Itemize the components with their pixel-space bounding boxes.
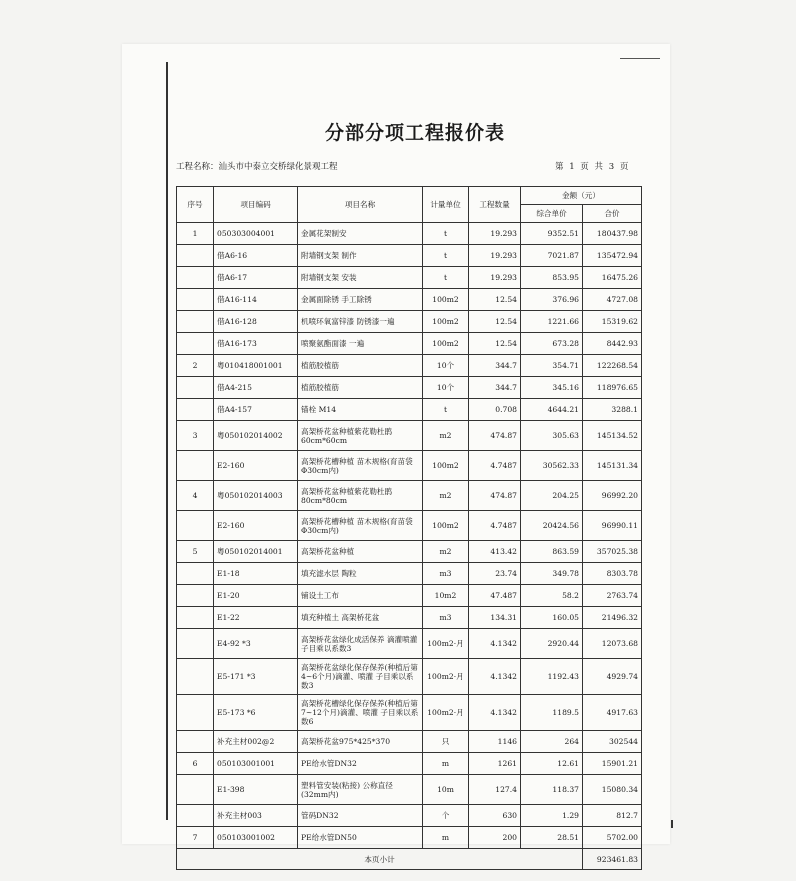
table-row — [177, 267, 642, 289]
row-code: 粤050102014003 — [214, 481, 298, 511]
row-name: 高架桥花盆绿化成活保养 滴灌喷灌 子目乘以系数3 — [298, 629, 423, 659]
row-unit-price: 12.61 — [521, 753, 583, 775]
row-total: 118976.65 — [583, 377, 642, 399]
row-code: 借A6-17 — [214, 267, 298, 289]
row-code: 借A16-128 — [214, 311, 298, 333]
row-unit-price: 354.71 — [521, 355, 583, 377]
table-row — [177, 827, 642, 849]
row-seq — [177, 563, 214, 585]
page-title: 分部分项工程报价表 — [324, 122, 505, 144]
row-name: 铺设土工布 — [298, 585, 423, 607]
row-seq — [177, 775, 214, 805]
row-code: 借A6-16 — [214, 245, 298, 267]
row-qty: 23.74 — [469, 563, 521, 585]
header-seq: 序号 — [177, 187, 214, 223]
row-name: 填充种植土 高架桥花盆 — [298, 607, 423, 629]
row-unit-price: 349.78 — [521, 563, 583, 585]
row-unit: 100m2·月 — [423, 629, 469, 659]
row-total: 96990.11 — [583, 511, 642, 541]
row-seq — [177, 333, 214, 355]
row-code: E5-173 *6 — [214, 695, 298, 731]
quote-table — [176, 186, 642, 870]
row-unit-price: 853.95 — [521, 267, 583, 289]
row-name: 金属花架制安 — [298, 223, 423, 245]
row-seq — [177, 245, 214, 267]
corner-mark — [671, 820, 673, 828]
row-qty: 474.87 — [469, 421, 521, 451]
row-unit: t — [423, 267, 469, 289]
row-unit: 10m — [423, 775, 469, 805]
row-total: 4727.08 — [583, 289, 642, 311]
page-number: 第 1 页 共 3 页 — [555, 162, 629, 172]
table-row — [177, 421, 642, 451]
row-total: 4929.74 — [583, 659, 642, 695]
row-total: 8303.78 — [583, 563, 642, 585]
row-total: 15319.62 — [583, 311, 642, 333]
table-row — [177, 333, 642, 355]
row-seq — [177, 377, 214, 399]
row-code: 050303004001 — [214, 223, 298, 245]
row-qty: 344.7 — [469, 355, 521, 377]
row-unit-price: 345.16 — [521, 377, 583, 399]
table-row — [177, 399, 642, 421]
row-code: 粤010418001001 — [214, 355, 298, 377]
row-code: E1-22 — [214, 607, 298, 629]
row-unit-price: 7021.87 — [521, 245, 583, 267]
row-total: 812.7 — [583, 805, 642, 827]
row-seq — [177, 731, 214, 753]
row-name: 植筋胶植筋 — [298, 355, 423, 377]
row-code: E4-92 *3 — [214, 629, 298, 659]
row-code: 借A16-114 — [214, 289, 298, 311]
subtotal-row — [177, 849, 642, 870]
row-qty: 630 — [469, 805, 521, 827]
row-unit: 100m2 — [423, 289, 469, 311]
row-unit: 100m2 — [423, 333, 469, 355]
row-name: 高架桥花槽绿化保存保养(种植后第7~12个月)滴灌、喷灌 子目乘以系数6 — [298, 695, 423, 731]
row-code: 050103001001 — [214, 753, 298, 775]
row-name: 高架桥花盆种植 — [298, 541, 423, 563]
row-unit-price: 264 — [521, 731, 583, 753]
row-code: E1-20 — [214, 585, 298, 607]
row-unit-price: 20424.56 — [521, 511, 583, 541]
row-total: 145131.34 — [583, 451, 642, 481]
row-unit-price: 305.63 — [521, 421, 583, 451]
table-row — [177, 753, 642, 775]
row-total: 122268.54 — [583, 355, 642, 377]
row-unit-price: 9352.51 — [521, 223, 583, 245]
row-unit-price: 28.51 — [521, 827, 583, 849]
row-name: PE给水管DN50 — [298, 827, 423, 849]
header-unit: 计量单位 — [423, 187, 469, 223]
row-name: 植筋胶植筋 — [298, 377, 423, 399]
row-name: 管码DN32 — [298, 805, 423, 827]
row-name: 高架桥花槽种植 苗木规格(育苗袋Φ30cm内) — [298, 511, 423, 541]
row-seq: 5 — [177, 541, 214, 563]
row-qty: 12.54 — [469, 289, 521, 311]
row-unit: t — [423, 223, 469, 245]
row-unit: m — [423, 753, 469, 775]
row-name: 附墙钢支架 安装 — [298, 267, 423, 289]
header-unit-price: 综合单价 — [521, 205, 583, 223]
table-row — [177, 355, 642, 377]
row-qty: 1146 — [469, 731, 521, 753]
row-total: 180437.98 — [583, 223, 642, 245]
row-unit-price: 1221.66 — [521, 311, 583, 333]
row-total: 302544 — [583, 731, 642, 753]
row-unit: t — [423, 399, 469, 421]
table-row — [177, 695, 642, 731]
row-unit: 100m2·月 — [423, 659, 469, 695]
row-total: 3288.1 — [583, 399, 642, 421]
table-row — [177, 311, 642, 333]
row-total: 145134.52 — [583, 421, 642, 451]
row-total: 4917.63 — [583, 695, 642, 731]
row-qty: 344.7 — [469, 377, 521, 399]
row-total: 16475.26 — [583, 267, 642, 289]
row-unit: m2 — [423, 481, 469, 511]
row-unit: 100m2 — [423, 451, 469, 481]
row-name: 锚栓 M14 — [298, 399, 423, 421]
row-qty: 4.7487 — [469, 451, 521, 481]
row-unit: m3 — [423, 563, 469, 585]
row-seq — [177, 629, 214, 659]
row-unit-price: 1192.43 — [521, 659, 583, 695]
row-seq — [177, 311, 214, 333]
row-total: 21496.32 — [583, 607, 642, 629]
row-code: E2-160 — [214, 511, 298, 541]
header-code: 项目编码 — [214, 187, 298, 223]
row-qty: 200 — [469, 827, 521, 849]
table-row — [177, 451, 642, 481]
row-seq — [177, 805, 214, 827]
row-name: 塑料管安装(粘接) 公称直径(32mm内) — [298, 775, 423, 805]
row-code: 借A4-215 — [214, 377, 298, 399]
row-code: 粤050102014002 — [214, 421, 298, 451]
row-unit-price: 4644.21 — [521, 399, 583, 421]
table-row — [177, 659, 642, 695]
row-qty: 19.293 — [469, 267, 521, 289]
row-unit-price: 673.28 — [521, 333, 583, 355]
row-unit-price: 1189.5 — [521, 695, 583, 731]
row-code: E1-398 — [214, 775, 298, 805]
row-qty: 4.1342 — [469, 629, 521, 659]
row-total: 5702.00 — [583, 827, 642, 849]
row-unit: m2 — [423, 421, 469, 451]
subtotal-label: 本页小计 — [177, 849, 583, 870]
row-code: E2-160 — [214, 451, 298, 481]
row-seq: 1 — [177, 223, 214, 245]
row-unit: m — [423, 827, 469, 849]
row-qty: 12.54 — [469, 333, 521, 355]
table-row — [177, 223, 642, 245]
row-code: 粤050102014001 — [214, 541, 298, 563]
row-unit-price: 863.59 — [521, 541, 583, 563]
row-unit-price: 58.2 — [521, 585, 583, 607]
table-row — [177, 607, 642, 629]
row-name: 高架桥花盆975*425*370 — [298, 731, 423, 753]
row-name: 喷聚氨酯面漆 一遍 — [298, 333, 423, 355]
row-unit-price: 204.25 — [521, 481, 583, 511]
row-seq — [177, 399, 214, 421]
row-seq — [177, 695, 214, 731]
row-seq — [177, 267, 214, 289]
header-name: 项目名称 — [298, 187, 423, 223]
row-code: E1-18 — [214, 563, 298, 585]
row-qty: 0.708 — [469, 399, 521, 421]
row-qty: 4.7487 — [469, 511, 521, 541]
row-code: 补充主材002@2 — [214, 731, 298, 753]
table-row — [177, 289, 642, 311]
row-total: 15080.34 — [583, 775, 642, 805]
row-qty: 19.293 — [469, 245, 521, 267]
row-unit-price: 118.37 — [521, 775, 583, 805]
table-row — [177, 511, 642, 541]
row-name: PE给水管DN32 — [298, 753, 423, 775]
row-code: 借A4-157 — [214, 399, 298, 421]
header-total: 合价 — [583, 205, 642, 223]
row-qty: 413.42 — [469, 541, 521, 563]
row-unit: 10个 — [423, 355, 469, 377]
row-name: 高架桥花盆绿化保存保养(种植后第4~6个月)滴灌、喷灌 子目乘以系数3 — [298, 659, 423, 695]
subtotal-total: 923461.83 — [583, 849, 642, 870]
project-name: 工程名称：汕头市中泰立交桥绿化景观工程 — [176, 162, 338, 172]
row-unit-price: 30562.33 — [521, 451, 583, 481]
row-name: 填充滤水层 陶粒 — [298, 563, 423, 585]
row-qty: 127.4 — [469, 775, 521, 805]
row-unit: 100m2·月 — [423, 695, 469, 731]
row-total: 12073.68 — [583, 629, 642, 659]
row-unit: 10m2 — [423, 585, 469, 607]
binding-line — [166, 62, 168, 820]
row-qty: 4.1342 — [469, 659, 521, 695]
table-row — [177, 731, 642, 753]
row-unit: t — [423, 245, 469, 267]
row-seq: 6 — [177, 753, 214, 775]
row-unit-price: 376.96 — [521, 289, 583, 311]
header-qty: 工程数量 — [469, 187, 521, 223]
row-qty: 1261 — [469, 753, 521, 775]
row-qty: 134.31 — [469, 607, 521, 629]
header-amount: 金额（元） — [521, 187, 642, 205]
row-unit: m2 — [423, 541, 469, 563]
row-seq: 7 — [177, 827, 214, 849]
row-seq: 3 — [177, 421, 214, 451]
table-row — [177, 563, 642, 585]
table-row — [177, 805, 642, 827]
row-seq — [177, 289, 214, 311]
row-qty: 474.87 — [469, 481, 521, 511]
row-unit: m3 — [423, 607, 469, 629]
row-code: E5-171 *3 — [214, 659, 298, 695]
row-total: 357025.38 — [583, 541, 642, 563]
table-row — [177, 585, 642, 607]
row-seq — [177, 607, 214, 629]
row-unit-price: 160.05 — [521, 607, 583, 629]
row-unit-price: 1.29 — [521, 805, 583, 827]
row-total: 135472.94 — [583, 245, 642, 267]
row-name: 附墙钢支架 制作 — [298, 245, 423, 267]
row-seq — [177, 511, 214, 541]
row-name: 高架桥花盆种植紫花勒杜鹃 60cm*60cm — [298, 421, 423, 451]
row-seq — [177, 451, 214, 481]
row-name: 高架桥花槽种植 苗木规格(育苗袋Φ30cm内) — [298, 451, 423, 481]
row-total: 96992.20 — [583, 481, 642, 511]
row-code: 050103001002 — [214, 827, 298, 849]
table-row — [177, 377, 642, 399]
row-seq — [177, 659, 214, 695]
row-unit: 100m2 — [423, 511, 469, 541]
row-qty: 47.487 — [469, 585, 521, 607]
corner-mark — [620, 58, 660, 59]
row-unit-price: 2920.44 — [521, 629, 583, 659]
row-code: 补充主材003 — [214, 805, 298, 827]
row-unit: 10个 — [423, 377, 469, 399]
row-unit: 个 — [423, 805, 469, 827]
table-row — [177, 245, 642, 267]
row-qty: 19.293 — [469, 223, 521, 245]
row-name: 金属面除锈 手工除锈 — [298, 289, 423, 311]
row-seq — [177, 585, 214, 607]
row-total: 2763.74 — [583, 585, 642, 607]
table-row — [177, 541, 642, 563]
row-total: 15901.21 — [583, 753, 642, 775]
row-seq: 2 — [177, 355, 214, 377]
table-row — [177, 481, 642, 511]
table-row — [177, 775, 642, 805]
row-total: 8442.93 — [583, 333, 642, 355]
table-row — [177, 629, 642, 659]
row-name: 机喷环氧富锌漆 防锈漆一遍 — [298, 311, 423, 333]
row-code: 借A16-173 — [214, 333, 298, 355]
row-name: 高架桥花盆种植紫花勒杜鹃 80cm*80cm — [298, 481, 423, 511]
row-qty: 12.54 — [469, 311, 521, 333]
row-qty: 4.1342 — [469, 695, 521, 731]
row-seq: 4 — [177, 481, 214, 511]
row-unit: 只 — [423, 731, 469, 753]
row-unit: 100m2 — [423, 311, 469, 333]
